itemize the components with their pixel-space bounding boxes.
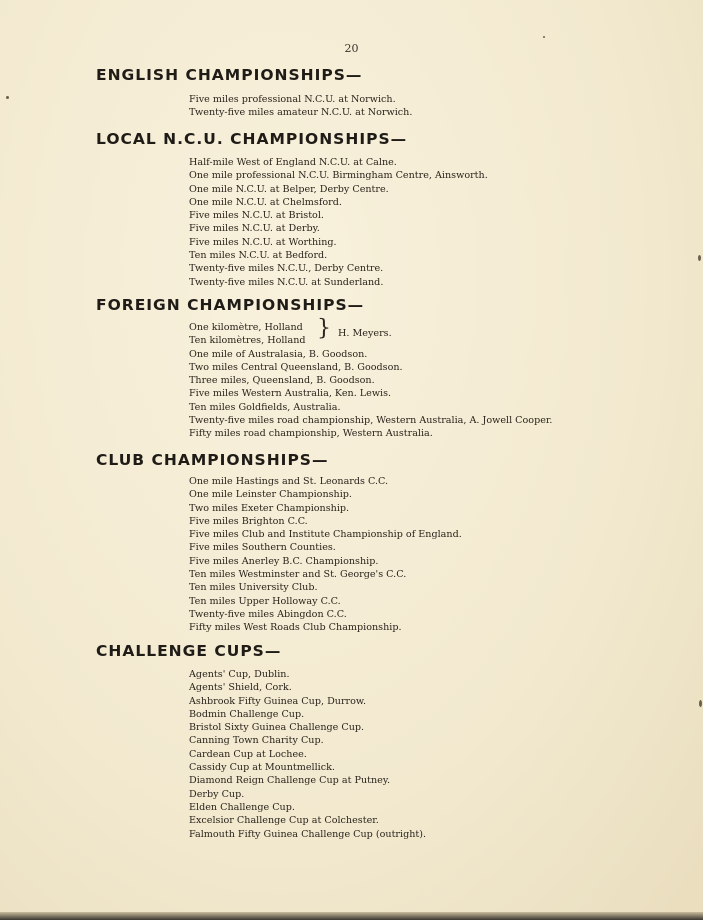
section-heading: CLUB CHAMPIONSHIPS—	[96, 451, 329, 469]
item-list	[189, 475, 462, 635]
list-item: Twenty-five miles Abingdon C.C.	[189, 608, 347, 620]
list-item: Five miles N.C.U. at Worthing.	[189, 236, 337, 248]
list-item: Ten miles Upper Holloway C.C.	[189, 595, 341, 607]
list-item: Ten miles Goldfields, Australia.	[189, 401, 341, 413]
list-item: One mile N.C.U. at Chelmsford.	[189, 196, 342, 208]
list-item: Canning Town Charity Cup.	[189, 735, 324, 747]
list-item: One kilomètre, Holland	[189, 322, 303, 333]
list-item: Five miles Anerley B.C. Championship.	[189, 555, 379, 567]
list-item: Elden Challenge Cup.	[189, 801, 295, 813]
list-item: One mile N.C.U. at Belper, Derby Centre.	[189, 183, 389, 195]
list-item: Ashbrook Fifty Guinea Cup, Durrow.	[189, 695, 367, 707]
paper-speck	[6, 96, 9, 99]
list-item: Five miles N.C.U. at Bristol.	[189, 210, 324, 222]
list-item: Twenty-five miles N.C.U., Derby Centre.	[189, 263, 384, 275]
list-item: Ten miles University Club.	[189, 582, 318, 594]
list-item: Agents' Cup, Dublin.	[189, 669, 290, 680]
list-item: One mile Leinster Championship.	[189, 489, 352, 501]
item-list	[189, 93, 412, 120]
item-list	[189, 668, 426, 841]
list-item: Three miles, Queensland, B. Goodson.	[189, 375, 375, 387]
list-item: Ten kilomètres, Holland	[189, 335, 306, 347]
section-heading: FOREIGN CHAMPIONSHIPS—	[96, 296, 365, 314]
list-item: Two miles Central Queensland, B. Goodson.	[189, 361, 403, 373]
list-item: Bristol Sixty Guinea Challenge Cup.	[189, 722, 365, 734]
paper-speck	[543, 36, 545, 38]
list-item: Twenty-five miles amateur N.C.U. at Norwich.	[189, 107, 413, 119]
list-item: Twenty-five miles N.C.U. at Sunderland.	[189, 276, 384, 288]
list-item: Five miles Western Australia, Ken. Lewis.	[189, 388, 392, 400]
list-item: One mile Hastings and St. Leonards C.C.	[189, 476, 389, 487]
list-item: Half-mile West of England N.C.U. at Calne.	[189, 157, 397, 168]
list-item: Derby Cup.	[189, 788, 245, 800]
page-number: 20	[344, 42, 359, 55]
list-item: Excelsior Challenge Cup at Colchester.	[189, 815, 379, 827]
list-item: Twenty-five miles road championship, Western Australia, A. Jowell Cooper.	[189, 415, 553, 427]
section-heading: CHALLENGE CUPS—	[96, 642, 282, 660]
paper-speck	[699, 700, 702, 707]
list-item: Fifty miles West Roads Club Championship.	[189, 622, 402, 634]
paper-speck	[698, 255, 701, 261]
list-item: Two miles Exeter Championship.	[189, 502, 350, 514]
list-item: Ten miles Westminster and St. George's C.C.	[189, 569, 407, 581]
section-heading: ENGLISH CHAMPIONSHIPS—	[96, 66, 363, 84]
page-bottom-edge	[0, 912, 703, 920]
list-item: Five miles Southern Counties.	[189, 542, 336, 554]
list-item: Diamond Reign Challenge Cup at Putney.	[189, 775, 391, 787]
list-item: Bodmin Challenge Cup.	[189, 708, 305, 720]
list-item: Agents' Shield, Cork.	[189, 682, 292, 694]
list-item: Ten miles N.C.U. at Bedford.	[189, 250, 328, 262]
bracket-brace: }	[317, 316, 331, 341]
item-list	[189, 156, 488, 289]
list-item: Cardean Cup at Lochee.	[189, 748, 307, 760]
list-item: One mile professional N.C.U. Birmingham Centre, Ainsworth.	[189, 170, 488, 182]
list-item: Fifty miles road championship, Western Australia.	[189, 428, 433, 440]
section-heading: LOCAL N.C.U. CHAMPIONSHIPS—	[96, 130, 408, 148]
list-item: Five miles N.C.U. at Derby.	[189, 223, 320, 235]
list-item: Cassidy Cup at Mountmellick.	[189, 762, 335, 774]
list-item: Falmouth Fifty Guinea Challenge Cup (outright).	[189, 828, 427, 840]
list-item: Five miles professional N.C.U. at Norwich.	[189, 94, 396, 105]
list-item: Five miles Brighton C.C.	[189, 515, 308, 527]
bracket-name: H. Meyers.	[338, 328, 392, 339]
list-item: One mile of Australasia, B. Goodson.	[189, 348, 368, 360]
list-item: Five miles Club and Institute Championship of England.	[189, 529, 462, 541]
